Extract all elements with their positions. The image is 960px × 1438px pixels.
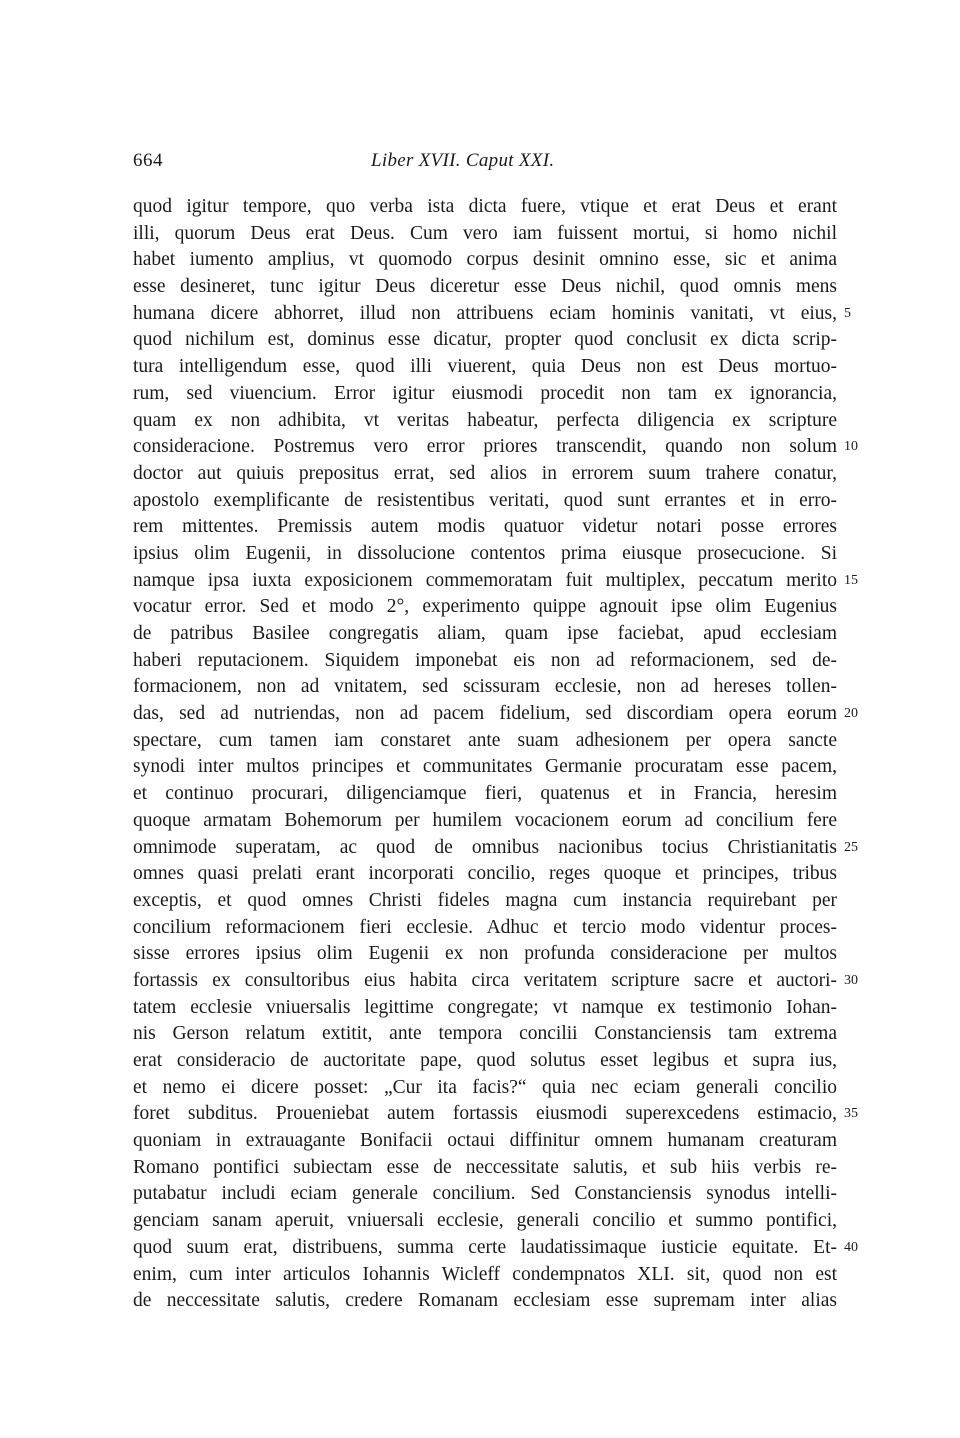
line-text: et nemo ei dicere posset: „Cur ita facis?“ quia nec eciam generali concilio	[133, 1076, 837, 1098]
page-header	[133, 150, 837, 176]
text-line	[133, 1101, 858, 1128]
line-text: de patribus Basilee congregatis aliam, quam ipse faciebat, apud ecclesiam	[133, 623, 837, 644]
text-line	[133, 648, 837, 675]
line-text: putabatur includi eciam generale concilium. Sed Constanciensis synodus intelli-	[133, 1183, 837, 1205]
line-text: haberi reputacionem. Siquidem imponebat eis non ad reformacionem, sed de-	[133, 649, 837, 671]
text-line	[133, 941, 837, 968]
text-line	[133, 594, 837, 621]
text-line	[133, 781, 837, 808]
line-text: habet iumento amplius, vt quomodo corpus desinit omnino esse, sic et anima	[133, 249, 837, 271]
line-number: 40	[844, 1239, 858, 1255]
text-line	[133, 674, 837, 701]
text-line	[133, 221, 837, 248]
text-line	[133, 514, 837, 541]
line-text: doctor aut quiuis prepositus errat, sed alios in errorem suum trahere conatur,	[133, 462, 837, 484]
line-text: namque ipsa iuxta exposicionem commemoratam fuit multiplex, peccatum merito	[133, 569, 837, 591]
text-line	[133, 381, 837, 408]
text-line	[133, 888, 837, 915]
line-text: et continuo procurari, diligenciamque fieri, quatenus et in Francia, heresim	[133, 783, 837, 805]
line-text: erat consideracio de auctoritate pape, quod solutus esset legibus et supra ius,	[133, 1050, 837, 1071]
text-line	[133, 621, 837, 648]
line-text: de neccessitate salutis, credere Romanam ecclesiam esse supremam inter alias	[133, 1290, 837, 1312]
line-text: sisse errores ipsius olim Eugenii ex non profunda consideracione per multos	[133, 943, 837, 965]
line-text: ipsius olim Eugenii, in dissolucione contentos prima eiusque prosecucione. Si	[133, 542, 837, 564]
text-line	[133, 1181, 837, 1208]
text-line	[133, 301, 851, 328]
line-text: quam ex non adhibita, vt veritas habeatur, perfecta diligencia ex scripture	[133, 409, 837, 431]
line-text: Romano pontifici subiectam esse de neccessitate salutis, et sub hiis verbis re-	[133, 1156, 837, 1178]
text-line	[133, 915, 837, 942]
line-text: vocatur error. Sed et modo 2°, experimento quippe agnouit ipse olim Eugenius	[133, 596, 837, 618]
text-line	[133, 327, 837, 354]
line-text: quoque armatam Bohemorum per humilem vocacionem eorum ad concilium fere	[133, 809, 837, 831]
line-number: 35	[844, 1106, 858, 1122]
line-text: quoniam in extrauagante Bonifacii octaui diffinitur omnem humanam creaturam	[133, 1130, 837, 1152]
line-number: 20	[844, 706, 858, 722]
text-line	[133, 968, 858, 995]
line-text: omnes quasi prelati erant incorporati concilio, reges quoque et principes, tribus	[133, 863, 837, 885]
text-line	[133, 754, 837, 781]
text-line	[133, 1262, 837, 1289]
text-line	[133, 728, 837, 755]
text-line	[133, 274, 837, 301]
line-text: rem mittentes. Premissis autem modis quatuor videtur notari posse errores	[133, 516, 837, 538]
line-text: fortassis ex consultoribus eius habita circa veritatem scripture sacre et auctori-	[133, 969, 837, 991]
text-line	[133, 1128, 837, 1155]
running-title: Liber XVII. Caput XXI.	[371, 150, 555, 171]
page-number: 664	[133, 150, 163, 171]
line-text: synodi inter multos principes et communitates Germanie procuratam esse pacem,	[133, 756, 837, 778]
text-line	[133, 1075, 837, 1102]
text-line	[133, 835, 858, 862]
line-text: genciam sanam aperuit, vniuersali ecclesie, generali concilio et summo pontifici,	[133, 1210, 837, 1232]
line-text: quod igitur tempore, quo verba ista dicta fuere, vtique et erat Deus et erant	[133, 196, 837, 217]
text-line	[133, 568, 858, 595]
line-text: quod suum erat, distribuens, summa certe laudatissimaque iusticie equitate. Et-	[133, 1236, 837, 1258]
line-text: spectare, cum tamen iam constaret ante suam adhesionem per opera sancte	[133, 729, 837, 751]
line-number: 5	[844, 305, 851, 321]
body-text	[133, 194, 858, 1315]
text-line	[133, 1208, 837, 1235]
text-line	[133, 194, 837, 221]
text-line	[133, 541, 837, 568]
line-number: 25	[844, 839, 858, 855]
text-line	[133, 434, 858, 461]
line-text: enim, cum inter articulos Iohannis Wicleff condempnatos XLI. sit, quod non est	[133, 1263, 837, 1285]
line-text: formacionem, non ad vnitatem, sed scissuram ecclesie, non ad hereses tollen-	[133, 676, 837, 698]
line-text: concilium reformacionem fieri ecclesie. Adhuc et tercio modo videntur proces-	[133, 916, 837, 938]
line-text: illi, quorum Deus erat Deus. Cum vero iam fuissent mortui, si homo nichil	[133, 222, 837, 244]
text-line	[133, 808, 837, 835]
line-text: rum, sed viuencium. Error igitur eiusmodi procedit non tam ex ignorancia,	[133, 382, 837, 404]
line-number: 10	[844, 439, 858, 455]
line-text: quod nichilum est, dominus esse dicatur, propter quod conclusit ex dicta scrip-	[133, 329, 837, 351]
text-line	[133, 861, 837, 888]
line-number: 15	[844, 572, 858, 588]
text-line	[133, 995, 837, 1022]
line-text: tura intelligendum esse, quod illi viuerent, quia Deus non est Deus mortuo-	[133, 356, 837, 378]
text-line	[133, 408, 837, 435]
line-text: apostolo exemplificante de resistentibus veritati, quod sunt errantes et in erro-	[133, 489, 837, 511]
line-text: exceptis, et quod omnes Christi fideles magna cum instancia requirebant per	[133, 889, 837, 911]
line-text: das, sed ad nutriendas, non ad pacem fidelium, sed discordiam opera eorum	[133, 703, 837, 725]
line-text: nis Gerson relatum extitit, ante tempora concilii Constanciensis tam extrema	[133, 1023, 837, 1045]
text-line	[133, 1235, 858, 1262]
text-line	[133, 1155, 837, 1182]
line-text: humana dicere abhorret, illud non attribuens eciam hominis vanitati, vt eius,	[133, 302, 837, 324]
text-line	[133, 701, 858, 728]
line-text: omnimode superatam, ac quod de omnibus nacionibus tocius Christianitatis	[133, 836, 837, 858]
text-line	[133, 1021, 837, 1048]
line-text: foret subditus. Proueniebat autem fortassis eiusmodi superexcedens estimacio,	[133, 1103, 837, 1125]
text-line	[133, 461, 837, 488]
text-line	[133, 1048, 837, 1075]
line-text: esse desineret, tunc igitur Deus diceretur esse Deus nichil, quod omnis mens	[133, 276, 837, 298]
line-text: consideracione. Postremus vero error priores transcendit, quando non solum	[133, 436, 837, 458]
text-line	[133, 1288, 837, 1315]
text-line	[133, 488, 837, 515]
line-text: tatem ecclesie vniuersalis legittime congregate; vt namque ex testimonio Iohan-	[133, 996, 837, 1018]
line-number: 30	[844, 972, 858, 988]
text-line	[133, 354, 837, 381]
text-line	[133, 247, 837, 274]
